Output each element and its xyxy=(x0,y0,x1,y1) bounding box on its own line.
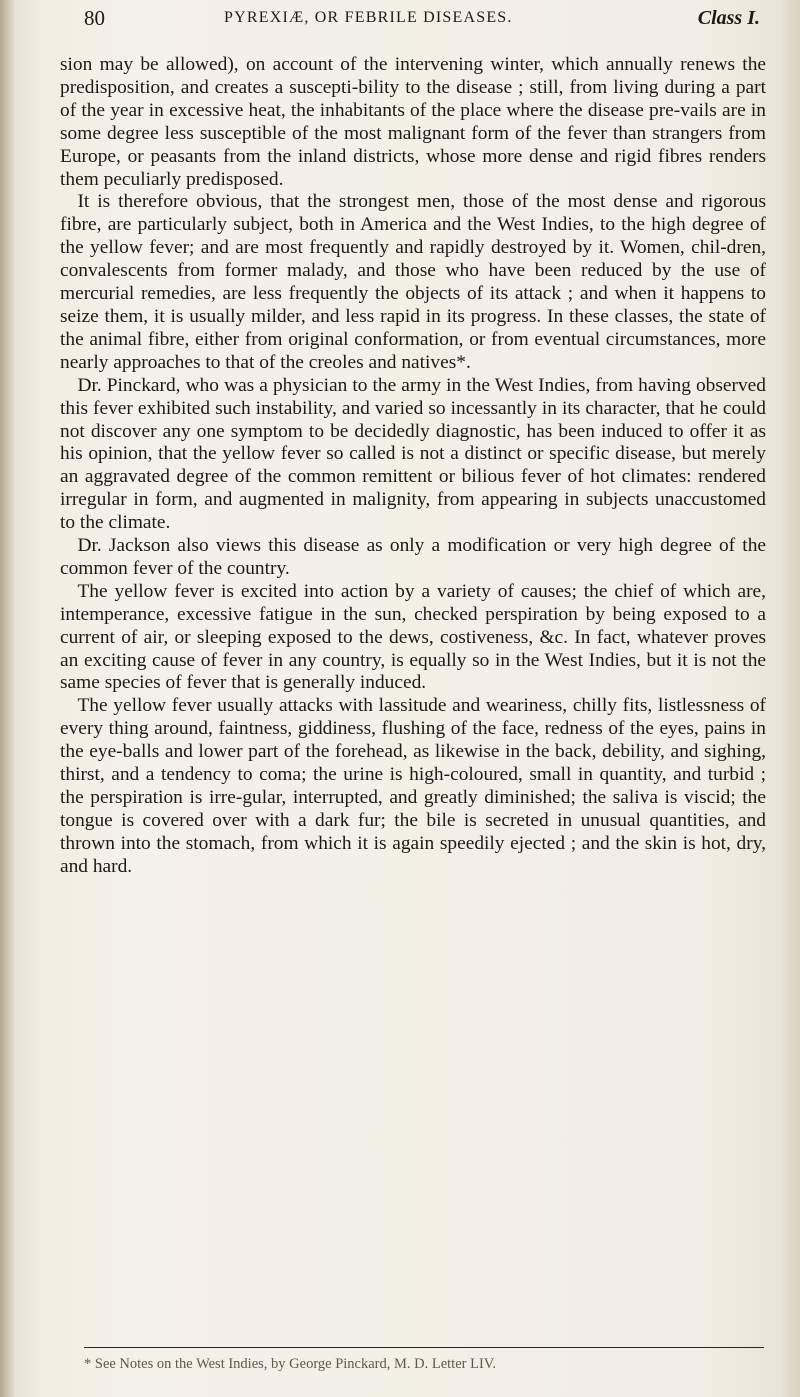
running-head: PYREXIÆ, OR FEBRILE DISEASES. xyxy=(224,9,513,26)
footnote-divider xyxy=(84,1347,764,1348)
page-header xyxy=(84,4,760,38)
paragraph-continuation: sion may be allowed), on account of the intervening winter, which annually renews the predisposition, and creates a suscepti-bility to the disease ; still, from living during a part of the year in excessive heat, the inhabitants of the place where the disease pre-vails are in some degree less susceptible of the most malignant form of the fever than strangers from Europe, or peasants from the inland districts, whose more dense and rigid fibres renders them peculiarly predisposed. xyxy=(60,54,766,190)
paragraph-symptoms: The yellow fever usually attacks with lassitude and weariness, chilly fits, listlessness of every thing around, faintness, giddiness, flushing of the face, redness of the eyes, pains in the eye-balls and lower part of the forehead, as likewise in the back, debility, and sighing, thirst, and a tendency to coma; the urine is high-coloured, small in quantity, and turbid ; the perspiration is irre-gular, interrupted, and greatly diminished; the saliva is viscid; the tongue is covered over with a dark fur; the bile is secreted in unusual quantities, and thrown into the stomach, from which it is again speedily ejected ; and the skin is hot, dry, and hard. xyxy=(60,695,766,877)
paragraph-strongest-men: It is therefore obvious, that the strongest men, those of the most dense and rigorous fibre, are particularly subject, both in America and the West Indies, to the high degree of the yellow fever; and are most frequently and rapidly destroyed by it. Women, chil-dren, convalescents from former malady, and those who have been reduced by the use of mercurial remedies, are less frequently the objects of its attack ; and when it happens to seize them, it is usually milder, and less rapid in its progress. In these classes, the state of the animal fibre, either from original conformation, or from eventual circumstances, more nearly approaches to that of the creoles and natives*. xyxy=(60,191,766,373)
paragraph-dr-jackson: Dr. Jackson also views this disease as only a modification or very high degree of the common fever of the country. xyxy=(60,535,766,579)
paragraph-exciting-causes: The yellow fever is excited into action by a variety of causes; the chief of which are, intemperance, excessive fatigue in the sun, checked perspiration by being exposed to a current of air, or sleeping exposed to the dews, costiveness, &c. In fact, whatever proves an exciting cause of fever in any country, is equally so in the West Indies, but it is not the same species of fever that is generally induced. xyxy=(60,580,766,694)
paragraph-dr-pinckard: Dr. Pinckard, who was a physician to the army in the West Indies, from having observed this fever exhibited such instability, and varied so incessantly in its character, that he could not discover any one symptom to be decidedly diagnostic, has been induced to offer it as his opinion, that the yellow fever so called is not a distinct or specific disease, but merely an aggravated degree of the common remittent or bilious fever of hot climates: rendered irregular in form, and augmented in malignity, from appearing in subjects unaccustomed to the climate. xyxy=(60,374,766,534)
body-text xyxy=(60,54,766,879)
footnote: * See Notes on the West Indies, by George Pinckard, M. D. Letter LIV. xyxy=(84,1356,497,1372)
page-number: 80 xyxy=(84,6,105,30)
page-binding-shadow xyxy=(0,0,14,1397)
class-label: Class I. xyxy=(697,7,760,29)
